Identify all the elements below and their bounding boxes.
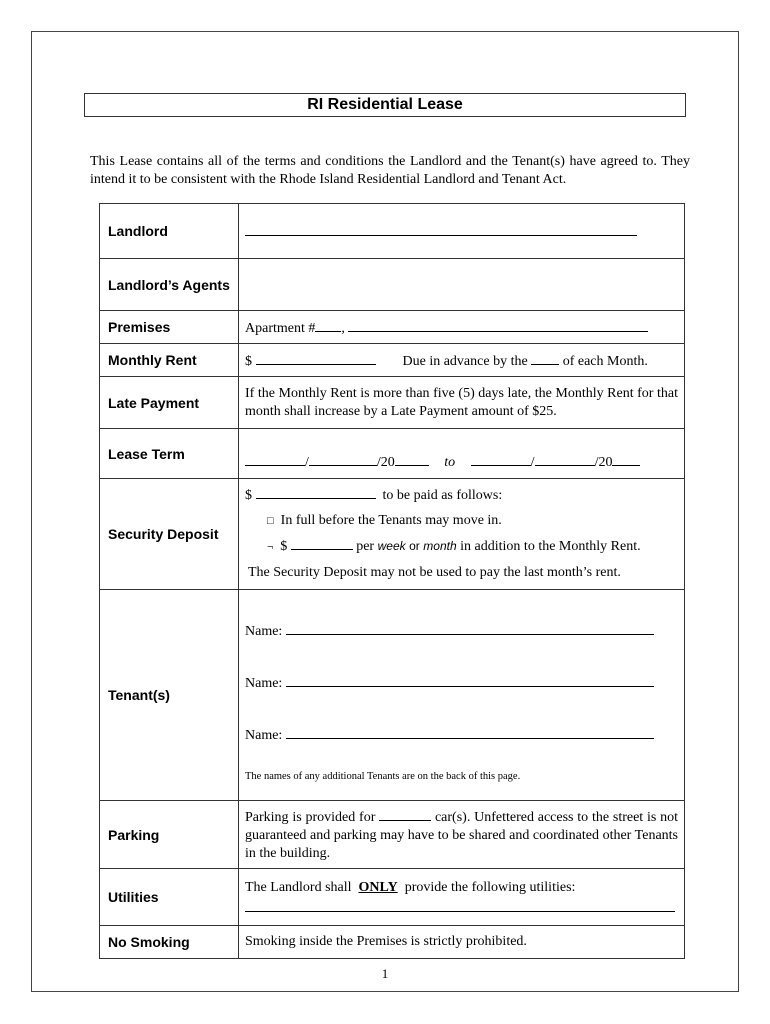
agents-field[interactable] [239,259,685,311]
deposit-paid-text: to be paid as follows: [382,488,503,503]
term-slash-1: / [305,455,309,470]
tenant-name-2[interactable] [245,672,678,724]
rent-field[interactable] [239,344,685,377]
rent-due-pre: Due in advance by the [402,353,528,369]
checkbox-icon[interactable]: □ [267,515,274,527]
premises-field[interactable] [239,311,685,344]
row-landlord [100,204,685,259]
parking-pre: Parking is provided for [245,810,376,825]
deposit-per: per [356,539,375,554]
label-tenants: Tenant(s) [100,590,239,801]
label-late: Late Payment [100,377,239,429]
tenant-name-3[interactable] [245,724,678,768]
row-late [100,377,685,429]
tenant-name-label-2: Name: [245,676,283,691]
label-rent: Monthly Rent [100,344,239,377]
utilities-pre: The Landlord shall [245,880,352,895]
tenant-name-label-1: Name: [245,624,283,639]
term-year-1: /20 [376,455,395,470]
deposit-field [239,479,685,590]
label-parking: Parking [100,801,239,869]
deposit-option-2-post: in addition to the Monthly Rent. [460,539,641,554]
rent-due-post: of each Month. [562,353,648,369]
row-rent [100,344,685,377]
deposit-line-1[interactable] [245,483,678,508]
deposit-option-2[interactable] [245,534,678,560]
label-smoking: No Smoking [100,926,239,959]
intro-paragraph: This Lease contains all of the terms and conditions the Landlord and the Tenant(s) have agreed to. They intend it to be consistent with the Rhode Island Residential Landlord and Tenant Act. [90,154,690,187]
landlord-field[interactable] [239,204,685,259]
checkbox-icon-2[interactable]: ¬ [267,541,274,553]
term-year-2: /20 [594,455,613,470]
row-utilities [100,869,685,926]
term-to: to [444,455,456,470]
deposit-note: The Security Deposit may not be used to pay the last month’s rent. [248,565,621,580]
utilities-only: ONLY [358,880,398,895]
document-title: RI Residential Lease [84,93,686,117]
row-premises [100,311,685,344]
lease-table [99,203,685,959]
tenants-field [239,590,685,801]
premises-comma: , [341,320,345,336]
deposit-week: week [377,539,406,553]
row-tenants [100,590,685,801]
term-field[interactable] [239,429,685,479]
label-landlord: Landlord [100,204,239,259]
term-slash-2: / [530,455,535,470]
label-utilities: Utilities [100,869,239,926]
row-agents [100,259,685,311]
utilities-field[interactable] [239,869,685,926]
parking-post: car(s). Unfettered access to the street is not guaranteed and parking may have to be shared and coordinated other Tenants in the building. [245,810,679,861]
tenants-note: The names of any additional Tenants are on the back of this page. [245,771,521,782]
label-deposit: Security Deposit [100,479,239,590]
deposit-option-2-dollar: $ [280,539,288,554]
smoking-text: Smoking inside the Premises is strictly prohibited. [239,926,685,959]
deposit-option-1-text: In full before the Tenants may move in. [280,513,502,528]
label-term: Lease Term [100,429,239,479]
utilities-post: provide the following utilities: [404,880,576,895]
label-agents: Landlord’s Agents [100,259,239,311]
row-smoking [100,926,685,959]
tenant-name-1[interactable] [245,620,678,672]
row-parking [100,801,685,869]
row-term [100,429,685,479]
premises-prefix: Apartment # [245,320,316,336]
deposit-option-1[interactable] [245,508,678,534]
page-number: 1 [381,966,389,981]
row-deposit [100,479,685,590]
deposit-month: month [423,539,457,553]
deposit-or: or [409,539,420,553]
late-text: If the Monthly Rent is more than five (5) days late, the Monthly Rent for that month shall increase by a Late Payment amount of $25. [239,377,685,429]
parking-field[interactable] [239,801,685,869]
deposit-dollar: $ [245,488,252,503]
rent-dollar: $ [245,353,252,369]
tenant-name-label-3: Name: [245,728,283,743]
label-premises: Premises [100,311,239,344]
